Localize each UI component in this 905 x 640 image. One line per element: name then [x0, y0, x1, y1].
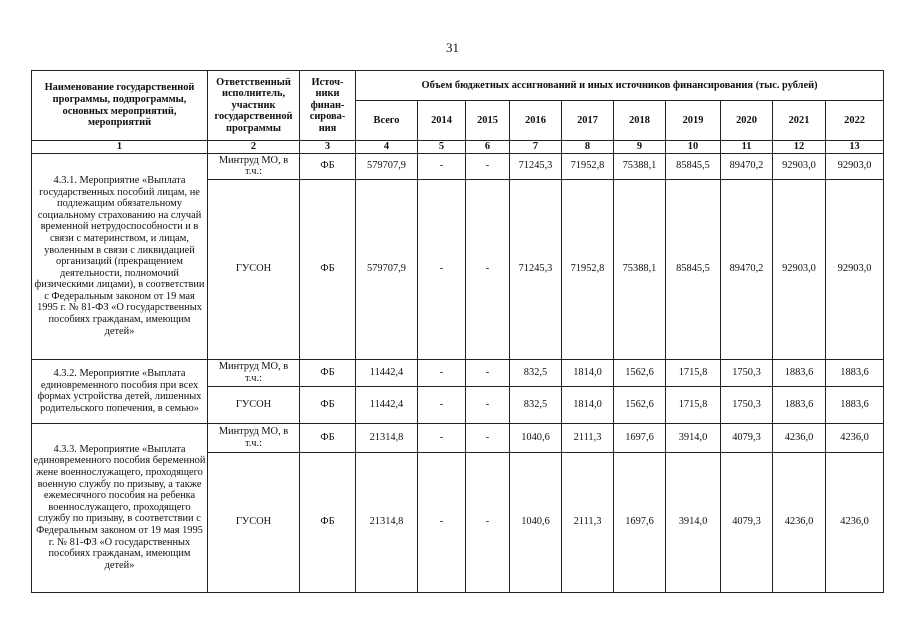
header-year: 2019	[666, 101, 721, 141]
value-cell: 85845,5	[666, 153, 721, 179]
value-cell: 21314,8	[356, 452, 418, 592]
value-cell: -	[418, 179, 466, 359]
header-year: 2018	[614, 101, 666, 141]
source-cell: ФБ	[300, 452, 356, 592]
value-cell: 89470,2	[721, 153, 773, 179]
column-number: 1	[32, 141, 208, 154]
value-cell: 2111,3	[562, 452, 614, 592]
value-cell: 92903,0	[773, 179, 826, 359]
header-year: 2015	[466, 101, 510, 141]
value-cell: -	[418, 153, 466, 179]
value-cell: 92903,0	[826, 153, 884, 179]
value-cell: 75388,1	[614, 153, 666, 179]
value-cell: 1562,6	[614, 386, 666, 423]
value-cell: -	[466, 179, 510, 359]
header-responsible: Ответственный исполнитель, участник государственной программы	[208, 71, 300, 141]
value-cell: 832,5	[510, 359, 562, 386]
value-cell: 1883,6	[826, 359, 884, 386]
value-cell: 1883,6	[773, 359, 826, 386]
value-cell: 89470,2	[721, 179, 773, 359]
header-year: 2022	[826, 101, 884, 141]
responsible-cell: Минтруд МО, в т.ч.:	[208, 423, 300, 452]
header-name: Наименование государственной программы, подпрограммы, основных мероприятий, мероприятий	[32, 71, 208, 141]
header-budget-group: Объем бюджетных ассигнований и иных источников финансирования (тыс. рублей)	[356, 71, 884, 101]
value-cell: 1697,6	[614, 423, 666, 452]
value-cell: 1697,6	[614, 452, 666, 592]
value-cell: 832,5	[510, 386, 562, 423]
column-number: 5	[418, 141, 466, 154]
source-cell: ФБ	[300, 179, 356, 359]
value-cell: 1814,0	[562, 386, 614, 423]
value-cell: -	[418, 423, 466, 452]
header-year: 2016	[510, 101, 562, 141]
value-cell: 1040,6	[510, 423, 562, 452]
header-year: 2017	[562, 101, 614, 141]
value-cell: 3914,0	[666, 452, 721, 592]
value-cell: 3914,0	[666, 423, 721, 452]
responsible-cell: Минтруд МО, в т.ч.:	[208, 359, 300, 386]
responsible-cell: ГУСОН	[208, 452, 300, 592]
table-row	[32, 359, 884, 386]
value-cell: -	[418, 386, 466, 423]
value-cell: 11442,4	[356, 359, 418, 386]
value-cell: -	[418, 452, 466, 592]
column-number: 4	[356, 141, 418, 154]
value-cell: 2111,3	[562, 423, 614, 452]
value-cell: 579707,9	[356, 153, 418, 179]
column-number: 2	[208, 141, 300, 154]
budget-table	[31, 70, 884, 593]
value-cell: -	[466, 359, 510, 386]
column-number: 9	[614, 141, 666, 154]
value-cell: 1040,6	[510, 452, 562, 592]
value-cell: 4079,3	[721, 452, 773, 592]
value-cell: 1715,8	[666, 359, 721, 386]
table-row	[32, 423, 884, 452]
column-number: 6	[466, 141, 510, 154]
value-cell: 92903,0	[773, 153, 826, 179]
column-number: 12	[773, 141, 826, 154]
value-cell: 1814,0	[562, 359, 614, 386]
value-cell: 1750,3	[721, 386, 773, 423]
responsible-cell: ГУСОН	[208, 179, 300, 359]
value-cell: 71245,3	[510, 153, 562, 179]
value-cell: 579707,9	[356, 179, 418, 359]
value-cell: -	[466, 153, 510, 179]
value-cell: 1883,6	[773, 386, 826, 423]
value-cell: 4079,3	[721, 423, 773, 452]
value-cell: 11442,4	[356, 386, 418, 423]
source-cell: ФБ	[300, 359, 356, 386]
value-cell: 71245,3	[510, 179, 562, 359]
value-cell: 1883,6	[826, 386, 884, 423]
header-year: 2014	[418, 101, 466, 141]
measure-name: 4.3.3. Мероприятие «Выплата единовременного пособия беременной жене военнослужащего, проходящего военную службу по призыву, а также ежемесячного пособия на ребенка военнослужащего, проходящего службу по призыву, в соответствии с Федеральным законом от 19 мая 1995 г. № 81-ФЗ «О государственных пособиях гражданам, имеющим детей»	[32, 423, 208, 592]
value-cell: -	[466, 423, 510, 452]
value-cell: 4236,0	[773, 423, 826, 452]
value-cell: 21314,8	[356, 423, 418, 452]
value-cell: -	[466, 452, 510, 592]
value-cell: 1562,6	[614, 359, 666, 386]
header-year: 2021	[773, 101, 826, 141]
header-year: 2020	[721, 101, 773, 141]
value-cell: 4236,0	[826, 452, 884, 592]
measure-name: 4.3.1. Мероприятие «Выплата государственных пособий лицам, не подлежащим обязательному социальному страхованию на случай временной нетрудоспособности и в связи с материнством, и лицам, уволенным в связи с ликвидацией организаций (прекращением деятельности, полномочий физическими лицами), в соответствии с Федеральным законом от 19 мая 1995 г. № 81-ФЗ «О государственных пособиях гражданам, имеющим детей»	[32, 153, 208, 359]
responsible-cell: ГУСОН	[208, 386, 300, 423]
measure-name: 4.3.2. Мероприятие «Выплата единовременного пособия при всех формах устройства детей, лишенных родительского попечения, в семью»	[32, 359, 208, 423]
value-cell: 85845,5	[666, 179, 721, 359]
value-cell: 71952,8	[562, 153, 614, 179]
column-number: 7	[510, 141, 562, 154]
header-year: Всего	[356, 101, 418, 141]
header-source: Источ-ники финан-сирова-ния	[300, 71, 356, 141]
column-number: 8	[562, 141, 614, 154]
column-number: 3	[300, 141, 356, 154]
value-cell: 1715,8	[666, 386, 721, 423]
value-cell: 71952,8	[562, 179, 614, 359]
value-cell: 75388,1	[614, 179, 666, 359]
value-cell: 1750,3	[721, 359, 773, 386]
value-cell: -	[418, 359, 466, 386]
responsible-cell: Минтруд МО, в т.ч.:	[208, 153, 300, 179]
table-row	[32, 153, 884, 179]
value-cell: 4236,0	[773, 452, 826, 592]
source-cell: ФБ	[300, 386, 356, 423]
column-number: 13	[826, 141, 884, 154]
value-cell: -	[466, 386, 510, 423]
page-number: 31	[446, 40, 459, 55]
source-cell: ФБ	[300, 423, 356, 452]
value-cell: 4236,0	[826, 423, 884, 452]
source-cell: ФБ	[300, 153, 356, 179]
value-cell: 92903,0	[826, 179, 884, 359]
column-number: 10	[666, 141, 721, 154]
column-number: 11	[721, 141, 773, 154]
